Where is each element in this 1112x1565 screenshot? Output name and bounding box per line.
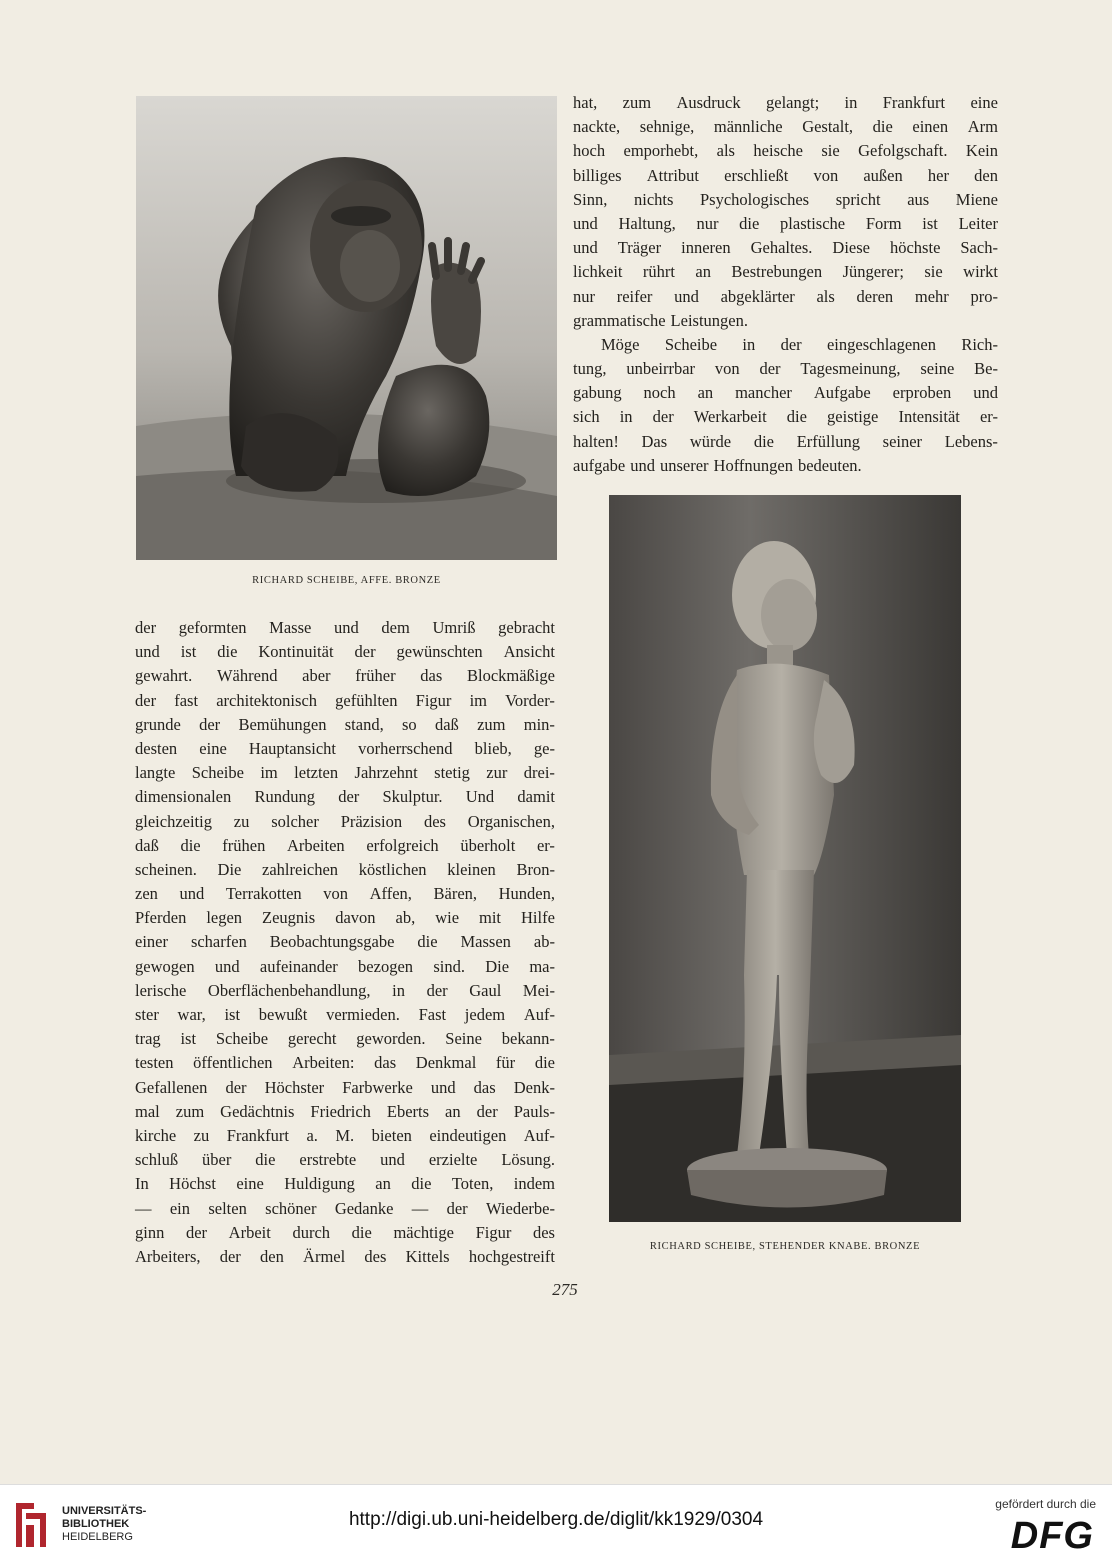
text-line: der fast architektonisch gefühlten Figur im Vorder-	[135, 690, 555, 710]
text-line: daß die frühen Arbeiten erfolgreich überholt er-	[135, 835, 555, 855]
text-line: kirche zu Frankfurt a. M. bieten eindeutigen Auf-	[135, 1125, 555, 1145]
text-line: hat, zum Ausdruck gelangt; in Frankfurt eine	[573, 93, 998, 112]
text-line: hoch emporhebt, als heische sie Gefolgschaft. Kein	[573, 141, 998, 161]
text-line: schluß über die erstrebte und erzielte Lösung.	[135, 1150, 555, 1170]
text-line: nur reifer und abgeklärter als deren mehr pro-	[573, 286, 998, 306]
text-line: testen öffentlichen Arbeiten: das Denkmal für die	[135, 1053, 555, 1073]
text-line: scheinen. Die zahlreichen köstlichen kleinen Bron-	[135, 859, 555, 879]
text-line: tung, unbeirrbar von der Tagesmeinung, seine Be-	[573, 359, 998, 379]
text-line: dimensionalen Rundung der Skulptur. Und damit	[135, 787, 555, 807]
text-line: Arbeiters, der den Ärmel des Kittels hochgestreift	[135, 1246, 555, 1266]
text-line: und ist die Kontinuität der gewünschten Ansicht	[135, 642, 555, 662]
dfg-logo: DFG	[1010, 1515, 1094, 1557]
text-line: mal zum Gedächtnis Friedrich Eberts an der Pauls-	[135, 1101, 555, 1121]
text-line: sich in der Werkarbeit die geistige Intensität er-	[573, 407, 998, 427]
text-line: ster war, ist bewußt vermieden. Fast jedem Auf-	[135, 1005, 555, 1024]
digital-library-footer	[0, 1484, 1112, 1565]
text-line: desten eine Hauptansicht vorherrschend blieb, ge-	[135, 738, 555, 758]
text-column-left	[135, 616, 555, 1269]
text-line: Pferden legen Zeugnis davon ab, wie mit Hilfe	[135, 908, 555, 928]
page-number: 275	[552, 1280, 578, 1299]
text-line: zen und Terrakotten von Affen, Bären, Hunden,	[135, 884, 555, 904]
boy-sculpture-photo	[609, 495, 961, 1222]
text-line: In Höchst eine Huldigung an die Toten, indem	[135, 1174, 555, 1194]
permalink-url[interactable]: http://digi.ub.uni-heidelberg.de/diglit/kk1929/0304	[348, 1509, 764, 1530]
text-line: ginn der Arbeit durch die mächtige Figur des	[135, 1222, 555, 1242]
text-line: nackte, sehnige, männliche Gestalt, die einen Arm	[573, 117, 998, 137]
text-line: und Haltung, nur die plastische Form ist Leiter	[573, 213, 998, 233]
monkey-photo-caption: RICHARD SCHEIBE, AFFE. BRONZE	[252, 575, 441, 586]
boy-photo-caption: RICHARD SCHEIBE, STEHENDER KNABE. BRONZE	[649, 1241, 921, 1252]
institution-name: UNIVERSITÄTS- BIBLIOTHEK HEIDELBERG	[62, 1505, 147, 1543]
text-line: gabung noch an mancher Aufgabe erproben und	[573, 383, 998, 403]
text-line: der geformten Masse und dem Umriß gebracht	[135, 618, 555, 637]
text-line: grammatische Leistungen.	[573, 310, 748, 330]
text-line: billiges Attribut erschließt von außen her den	[573, 165, 998, 185]
text-line: einer scharfen Beobachtungsgabe die Massen ab-	[135, 932, 555, 952]
text-line: halten! Das würde die Erfüllung seiner Lebens-	[573, 431, 998, 451]
university-library-logo-icon	[12, 1499, 50, 1551]
text-line: gleichzeitig zu solcher Präzision des Organischen,	[135, 811, 555, 831]
text-line: grunde der Bemühungen stand, so daß zum min-	[135, 714, 555, 734]
text-line: langte Scheibe im letzten Jahrzehnt stetig zur drei-	[135, 763, 555, 783]
text-column-right	[573, 91, 998, 478]
text-line: gewahrt. Während aber früher das Blockmäßige	[135, 666, 555, 686]
text-line: — ein selten schöner Gedanke — der Wiederbe-	[135, 1198, 555, 1218]
text-line: Möge Scheibe in der eingeschlagenen Rich-	[601, 334, 998, 354]
funded-by-label: gefördert durch die	[995, 1497, 1096, 1511]
text-line: und Träger inneren Gehaltes. Diese höchste Sach-	[573, 238, 998, 258]
text-line: Sinn, nichts Psychologisches spricht aus Miene	[573, 189, 998, 209]
text-line: lerische Oberflächenbehandlung, in der Gaul Mei-	[135, 980, 555, 1000]
monkey-sculpture-photo	[136, 96, 557, 560]
text-line: lichkeit rührt an Bestrebungen Jüngerer; sie wirkt	[573, 262, 998, 282]
text-line: Gefallenen der Höchster Farbwerke und das Denk-	[135, 1077, 555, 1097]
text-line: gewogen und aufeinander bezogen sind. Die ma-	[135, 956, 555, 976]
text-line: aufgabe und unserer Hoffnungen bedeuten.	[573, 455, 862, 475]
text-line: trag ist Scheibe gerecht geworden. Seine bekann-	[135, 1029, 555, 1049]
